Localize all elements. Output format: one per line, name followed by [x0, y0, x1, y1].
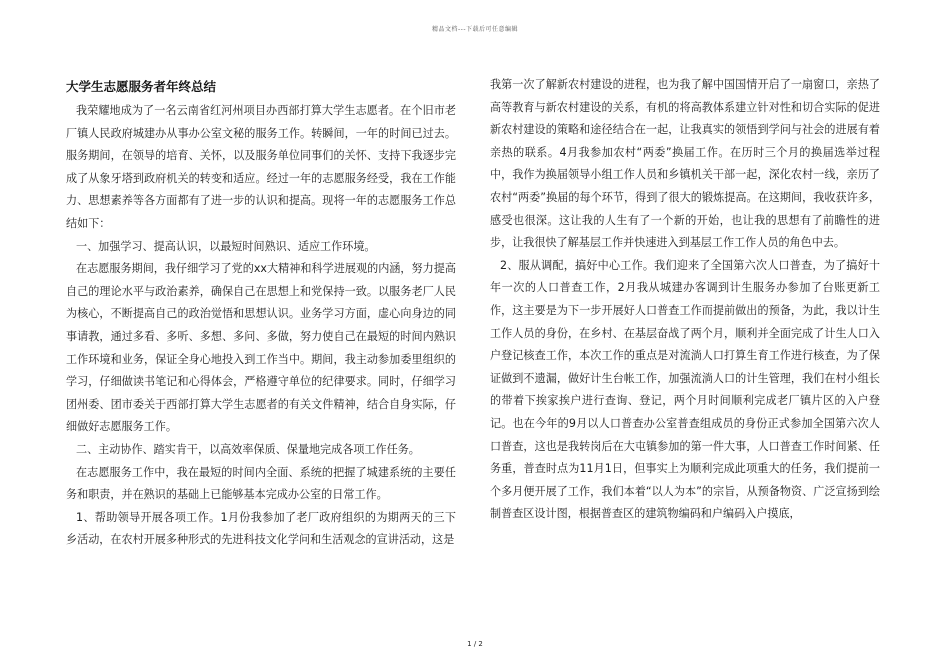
section-heading-2: 二、主动协作、踏实肯干，以高效率保质、保量地完成各项工作任务。 [75, 442, 420, 456]
left-column [66, 74, 456, 552]
paragraph-study: 在志愿服务期间，我仔细学习了党的xx大精神和科学进展观的内涵，努力提高自己的理论水平与政治素养，确保自己在思想上和党保持一致。以服务老厂人民为核心，不断提高自己的政治觉悟和思想认识。业务学习方面，虚心向身边的同事请教，通过多看、多听、多想、多问、多做，努力使自己在最短的时间内熟识工作环境和业务，保证全身心地投入到工作当中。期间，我主动参加委里组织的学习，仔细做读书笔记和心得体会，严格遵守单位的纪律要求。同时，仔细学习团州委、团市委关于西部打算大学生志愿者的有关文件精神，结合自身实际，仔细做好志愿服务工作。 [66, 262, 456, 434]
paragraph-item-1: 1、帮助领导开展各项工作。1月份我参加了老厂政府组织的为期两天的三下乡活动，在农村开展多种形式的先进科技文化学问和生活观念的宣讲活动，这是 [66, 510, 456, 547]
paragraph-item-1-continued: 我第一次了解新农村建设的进程，也为我了解中国国情开启了一扇窗口，亲热了高等教育与新农村建设的关系，有机的将高教体系建立针对性和切合实际的促进新农村建设的策略和途径结合在一起，让我真实的领悟到学问与社会的进展有着亲热的联系。4月我参加农村“两委”换届工作。在历时三个月的换届选举过程中，我作为换届领导小组工作人员和乡镇机关干部一起，深化农村一线，亲历了农村“两委”换届的每个环节，得到了很大的锻炼提高。在这期间，我收获许多，感受也很深。这让我的人生有了一个新的开始，也让我的思想有了前瞻性的进步，让我很快了解基层工作并快速进入到基层工作工作人员的角色中去。 [490, 78, 880, 250]
document-title: 大学生志愿服务者年终总结 [66, 79, 217, 94]
paragraph-intro: 我荣耀地成为了一名云南省红河州项目办西部打算大学生志愿者。在个旧市老厂镇人民政府城建办从事办公室文秘的服务工作。转瞬间，一年的时间已过去。服务期间，在领导的培育、关怀，以及服务单位同事们的关怀、支持下我逐步完成了从象牙塔到政府机关的转变和适应。经过一年的志愿服务经受，我在工作能力、思想素养等各方面都有了进一步的认识和提高。现将一年的志愿服务工作总结如下： [66, 104, 456, 230]
page-header-note: 精品文档---下载后可任意编辑 [432, 26, 518, 33]
page-number: 1 / 2 [467, 640, 483, 648]
section-heading-1: 一、加强学习、提高认识，以最短时间熟识、适应工作环境。 [75, 239, 376, 253]
paragraph-service: 在志愿服务工作中，我在最短的时间内全面、系统的把握了城建系统的主要任务和职责，并在熟识的基础上已能够基本完成办公室的日常工作。 [66, 465, 456, 502]
paragraph-item-2: 2、服从调配，搞好中心工作。我们迎来了全国第六次人口普查，为了搞好十年一次的人口普查工作，2月我从城建办客调到计生服务办参加了台账更新工作，这主要是为下一步开展好人口普查工作而提前做出的预备，为此，我以计生工作人员的身份，在乡村、在基层奋战了两个月，顺利并全面完成了计生人口入户登记核查工作，本次工作的重点是对流淌人口打算生育工作进行核查，为了保证做到不遗漏，做好计生台帐工作，加强流淌人口的计生管理，我们在村小组长的带着下挨家挨户进行查询、登记，两个月时间顺利完成老厂镇片区的入户登记。也在今年的9月以人口普查办公室普查组成员的身份正式参加全国第六次人口普查，这也是我转岗后在大屯镇参加的第一件大事，人口普查工作时间紧、任务重，普查时点为11月1日，但事实上为顺利完成此项重大的任务，我们提前一个多月便开展了工作，我们本着“以人为本”的宗旨，从预备物资、广泛宣扬到绘制普查区设计图，根据普查区的建筑物编码和户编码入户摸底， [490, 258, 880, 521]
right-column [490, 74, 880, 526]
